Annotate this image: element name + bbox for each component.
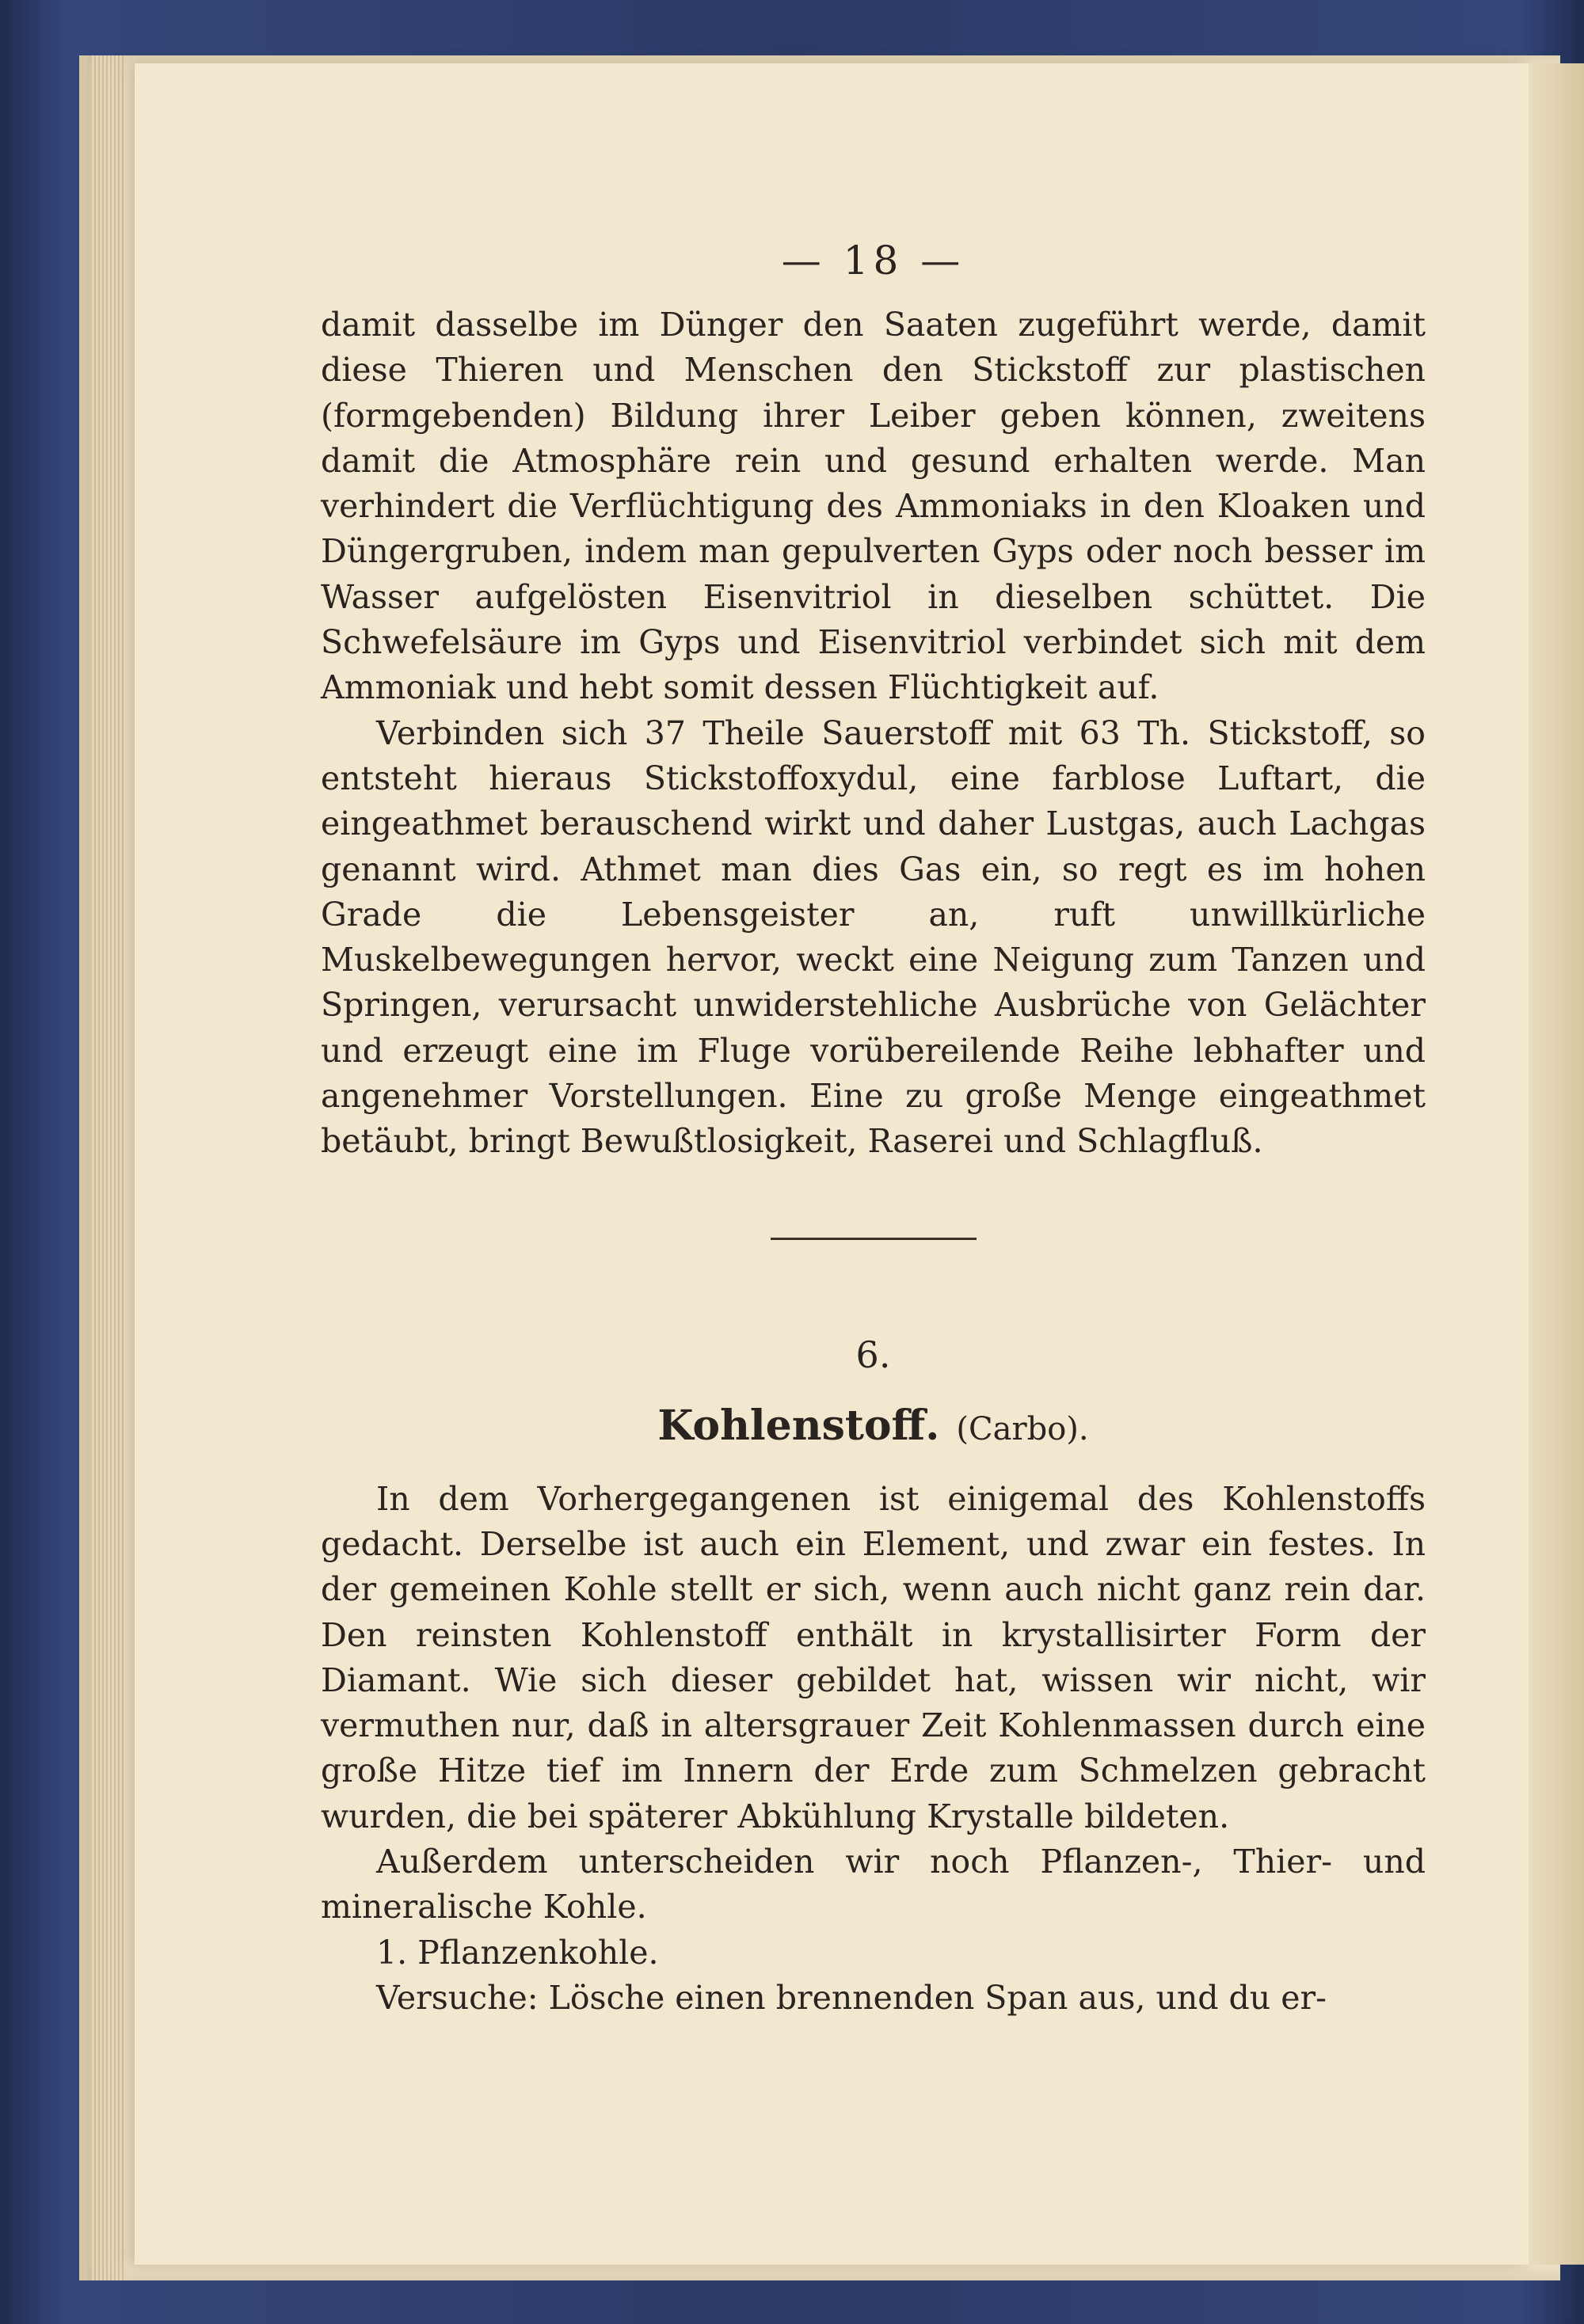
page-text xyxy=(321,238,1426,2021)
section-heading xyxy=(321,1402,1426,1450)
paragraph-4: Außerdem unterscheiden wir noch Pflanzen-, Thier- und mineralische Kohle. xyxy=(321,1843,1426,1927)
paragraph-3: In dem Vorhergegangenen ist einigemal des Kohlenstoffs gedacht. Derselbe ist auch ein Element, und zwar ein festes. In der gemeinen Kohle stellt er sich, wenn auch nicht ganz rein dar. Den reinsten Kohlenstoff enthält in krystallisirter Form der Diamant. Wie sich dieser gebildet hat, wissen wir nicht, wir vermuthen nur, daß in altersgrauer Zeit Kohlenmassen durch eine große Hitze tief im Innern der Erde zum Schmelzen gebracht wurden, die bei späterer Abkühlung Krystalle bildeten. xyxy=(321,1479,1426,1835)
section-number: 6. xyxy=(855,1333,891,1376)
list-item-pflanzenkohle: 1. Pflanzenkohle. xyxy=(376,1933,659,1972)
experiment-line: Versuche: Lösche einen brennenden Span aus, und du er- xyxy=(376,1978,1327,2017)
page-number: — 18 — xyxy=(781,238,965,283)
paragraph-1: damit dasselbe im Dünger den Saaten zugeführt werde, damit diese Thieren und Menschen den Stickstoff zur plastischen (formgebenden) Bildung ihrer Leiber geben können, zweitens damit die Atmosphäre rein und gesund erhalten werde. Man verhindert die Verflüchtigung des Ammoniaks in den Kloaken und Düngergruben, indem man gepulverten Gyps oder noch besser im Wasser aufgelösten Eisenvitriol in dieselben schüttet. Die Schwefelsäure im Gyps und Eisenvitriol verbindet sich mit dem Ammoniak und hebt somit dessen Flüchtigkeit auf. xyxy=(321,306,1426,707)
next-page-edge xyxy=(1529,63,1584,2265)
section-latin-name: (Carbo). xyxy=(956,1410,1089,1447)
section-divider xyxy=(771,1238,977,1240)
section-title: Kohlenstoff. xyxy=(657,1401,940,1450)
paragraph-2: Verbinden sich 37 Theile Sauerstoff mit 63 Th. Stickstoff, so entsteht hieraus Stickstoffoxydul, eine farblose Luftart, die eingeathmet berauschend wirkt und daher Lustgas, auch Lachgas genannt wird. Athmet man dies Gas ein, so regt es im hohen Grade die Lebensgeister an, ruft unwillkürliche Muskelbewegungen hervor, weckt eine Neigung zum Tanzen und Springen, verursacht unwiderstehliche Ausbrüche von Gelächter und erzeugt eine im Fluge vorübereilende Reihe lebhafter und angenehmer Vorstellungen. Eine zu große Menge eingeathmet betäubt, bringt Bewußtlosigkeit, Raserei und Schlagfluß. xyxy=(321,713,1426,1161)
